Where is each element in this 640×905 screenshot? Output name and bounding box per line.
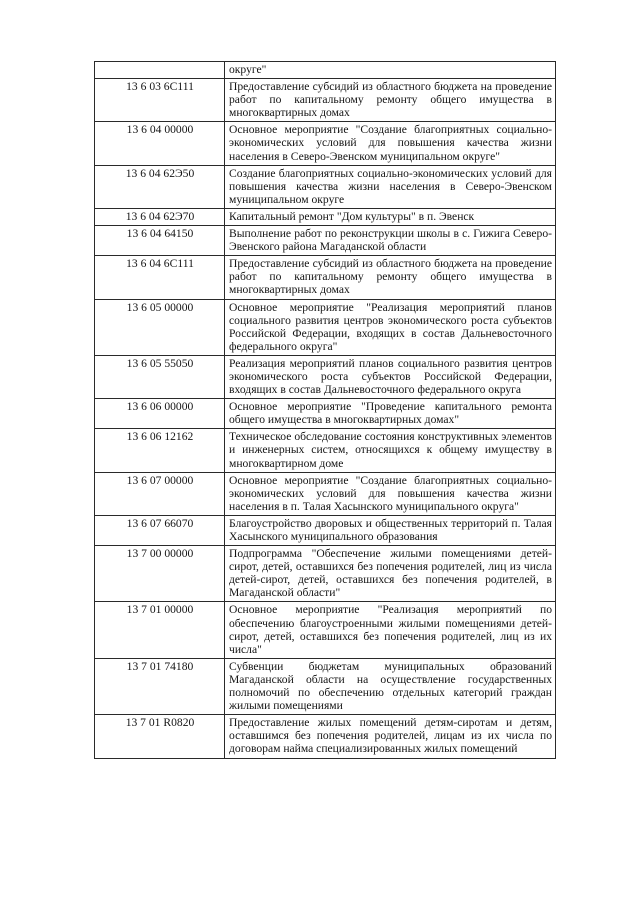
table-row xyxy=(95,429,556,472)
code-cell: 13 6 04 62Э70 xyxy=(95,208,225,225)
description-cell: Капитальный ремонт "Дом культуры" в п. Эвенск xyxy=(225,208,556,225)
code-cell: 13 6 06 12162 xyxy=(95,429,225,472)
table-row xyxy=(95,79,556,122)
code-cell: 13 7 01 74180 xyxy=(95,658,225,714)
code-cell xyxy=(95,62,225,79)
table-row xyxy=(95,122,556,165)
code-cell: 13 6 04 00000 xyxy=(95,122,225,165)
code-cell: 13 6 05 55050 xyxy=(95,355,225,398)
description-cell: Подпрограмма "Обеспечение жилыми помещениями детей-сирот, детей, оставшихся без попечения родителей, лиц из числа детей-сирот, детей, оставшихся без попечения родителей, в Магаданской области" xyxy=(225,546,556,602)
budget-classification-table xyxy=(94,61,556,759)
table-row xyxy=(95,355,556,398)
table-row xyxy=(95,208,556,225)
description-cell: Выполнение работ по реконструкции школы в с. Гижига Северо-Эвенского района Магаданской области xyxy=(225,226,556,256)
table-row xyxy=(95,658,556,714)
description-cell: Основное мероприятие "Реализация мероприятий планов социального развития центров экономического роста субъектов Российской Федерации, входящих в состав Дальневосточного федерального округа" xyxy=(225,299,556,355)
table-body xyxy=(95,62,556,759)
code-cell: 13 6 06 00000 xyxy=(95,399,225,429)
description-cell: Основное мероприятие "Реализация мероприятий по обеспечению благоустроенными жилыми помещениями детей-сирот, детей, оставшихся без попечения родителей, лиц из их числа" xyxy=(225,602,556,658)
code-cell: 13 6 04 64150 xyxy=(95,226,225,256)
code-cell: 13 6 04 62Э50 xyxy=(95,165,225,208)
description-cell: Создание благоприятных социально-экономических условий для повышения качества жизни населения в Северо-Эвенском муниципальном округе xyxy=(225,165,556,208)
description-cell: Субвенции бюджетам муниципальных образований Магаданской области на осуществление государственных полномочий по обеспечению отдельных категорий граждан жилыми помещениями xyxy=(225,658,556,714)
code-cell: 13 7 00 00000 xyxy=(95,546,225,602)
code-cell: 13 7 01 R0820 xyxy=(95,715,225,758)
description-cell: Реализация мероприятий планов социального развития центров экономического роста субъектов Российской Федерации, входящих в состав Дальневосточного федерального округа xyxy=(225,355,556,398)
code-cell: 13 6 05 00000 xyxy=(95,299,225,355)
table-row xyxy=(95,602,556,658)
table-row xyxy=(95,515,556,545)
table-row xyxy=(95,299,556,355)
code-cell: 13 6 03 6С111 xyxy=(95,79,225,122)
description-cell: Техническое обследование состояния конструктивных элементов и инженерных систем, относящихся к общему имуществу в многоквартирном доме xyxy=(225,429,556,472)
table-row xyxy=(95,226,556,256)
description-cell: Благоустройство дворовых и общественных территорий п. Талая Хасынского муниципального образования xyxy=(225,515,556,545)
table-row xyxy=(95,399,556,429)
description-cell: округе" xyxy=(225,62,556,79)
description-cell: Основное мероприятие "Создание благоприятных социально-экономических условий для повышения качества жизни населения в п. Талая Хасынского муниципального округа" xyxy=(225,472,556,515)
code-cell: 13 6 07 66070 xyxy=(95,515,225,545)
table-row xyxy=(95,165,556,208)
table-row xyxy=(95,256,556,299)
code-cell: 13 6 07 00000 xyxy=(95,472,225,515)
description-cell: Предоставление субсидий из областного бюджета на проведение работ по капитальному ремонту общего имущества в многоквартирных домах xyxy=(225,256,556,299)
description-cell: Основное мероприятие "Создание благоприятных социально-экономических условий для повышения качества жизни населения в Северо-Эвенском муниципальном округе" xyxy=(225,122,556,165)
description-cell: Предоставление субсидий из областного бюджета на проведение работ по капитальному ремонту общего имущества в многоквартирных домах xyxy=(225,79,556,122)
code-cell: 13 6 04 6С111 xyxy=(95,256,225,299)
table-row xyxy=(95,472,556,515)
table-row xyxy=(95,62,556,79)
table-row xyxy=(95,715,556,758)
code-cell: 13 7 01 00000 xyxy=(95,602,225,658)
table-row xyxy=(95,546,556,602)
description-cell: Основное мероприятие "Проведение капитального ремонта общего имущества в многоквартирных домах" xyxy=(225,399,556,429)
description-cell: Предоставление жилых помещений детям-сиротам и детям, оставшимся без попечения родителей, лицам из их числа по договорам найма специализированных жилых помещений xyxy=(225,715,556,758)
